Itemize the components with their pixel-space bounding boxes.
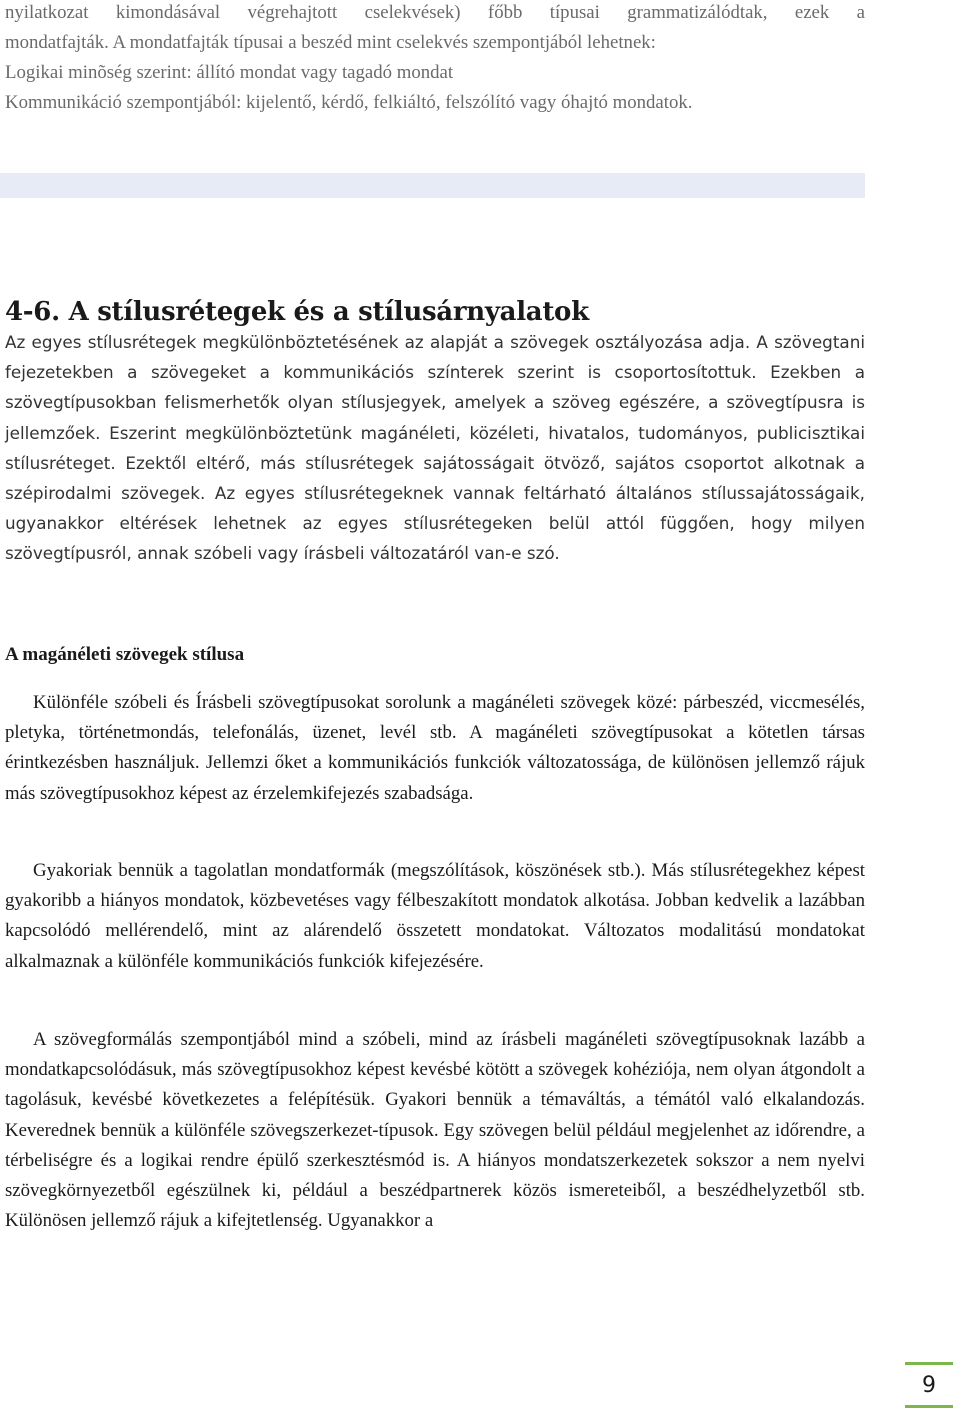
section-heading: 4-6. A stílusrétegek és a stílusárnyalatok xyxy=(5,297,589,327)
body-paragraph xyxy=(5,1025,865,1236)
body-paragraph-text: A szövegformálás szempontjából mind a szóbeli, mind az írásbeli magánéleti szövegtípusoknak lazább a mondatkapcsolódásuk, más szövegtípusokhoz képest kevésbé kötött a szövegek kohéziója, nem olyan átgondolt a tagolásuk, kevésbé következetes a felépítésük. Gyakori bennük a témaváltás, a témától való elkalandozás. Keverednek bennük a különféle szövegszerkezet-típusok. Egy szövegen belül például megjelenhet az időrendre, a térbeliségre és a logikai rendre épülő szerkesztésmód is. A hiányos mondatszerkezetek sokszor a nem nyelvi szövegkörnyezetből egészülnek ki, például a beszédpartnerek közös ismereteiből, a beszédhelyzetből stb. Különösen jellemző rájuk a kifejtetlenség. Ugyanakkor a xyxy=(5,1029,865,1232)
subsection-heading: A magánéleti szövegek stílusa xyxy=(5,644,245,665)
body-paragraph xyxy=(5,856,865,977)
body-paragraph xyxy=(5,688,865,809)
body-paragraph-text: Gyakoriak bennük a tagolatlan mondatformák (megszólítások, köszönések stb.). Más stílusrétegekhez képest gyakoribb a hiányos mondatok, közbevetéses vagy félbeszakított mondatok alkotása. Jobban kedvelik a lazábban kapcsolódó mellérendelő, mint az alárendelő összetett mondatokat. Változatos modalitású mondatokat alkalmaznak a különféle kommunikációs funkciók kifejezésére. xyxy=(5,860,865,972)
intro-line: nyilatkozat kimondásával végrehajtott cselekvések) főbb típusai grammatizálódtak, ezek a xyxy=(5,2,865,23)
highlight-bar xyxy=(0,173,865,198)
section-intro-paragraph: Az egyes stílusrétegek megkülönböztetésének az alapját a szövegek osztályozása adja. A szövegtani fejezetekben a szövegeket a kommunikációs színterek szerint is csoportosítottuk. Ezekben a szövegtípusokban felismerhetők olyan stílusjegyek, amelyek a szöveg egészére, a szövegtípusra is jellemzőek. Eszerint megkülönböztetünk magánéleti, közéleti, hivatalos, tudományos, publicisztikai stílusréteget. Ezektől eltérő, más stílusrétegek sajátosságait ötvöző, sajátos csoportot alkotnak a szépirodalmi szövegek. Az egyes stílusrétegeknek vannak feltárható általános stílussajátosságaik, ugyanakkor eltérések lehetnek az egyes stílusrétegeken belül attól függően, hogy milyen szövegtípusról, annak szóbeli vagy írásbeli változatáról van-e szó. xyxy=(5,332,865,564)
page-number xyxy=(905,1362,953,1408)
body-paragraph-text: Különféle szóbeli és Írásbeli szövegtípusokat sorolunk a magánéleti szövegek közé: párbeszéd, viccmesélés, pletyka, történetmondás, telefonálás, üzenet, levél stb. A magánéleti szövegtípusokat a kötetlen társas érintkezésben használjuk. Jellemzi őket a kommunikációs funkciók változatossága, de különösen jellemző rájuk más szövegtípusokhoz képest az érzelemkifejezés szabadsága. xyxy=(5,692,865,804)
intro-line: mondatfajták. A mondatfajták típusai a beszéd mint cselekvés szempontjából lehetnek: xyxy=(5,32,656,53)
page-number-label: 9 xyxy=(922,1372,936,1398)
intro-line: Logikai minõség szerint: állító mondat vagy tagadó mondat xyxy=(5,62,454,83)
intro-line: Kommunikáció szempontjából: kijelentő, kérdő, felkiáltó, felszólító vagy óhajtó mondatok. xyxy=(5,92,693,113)
intro-text-block xyxy=(5,0,865,118)
